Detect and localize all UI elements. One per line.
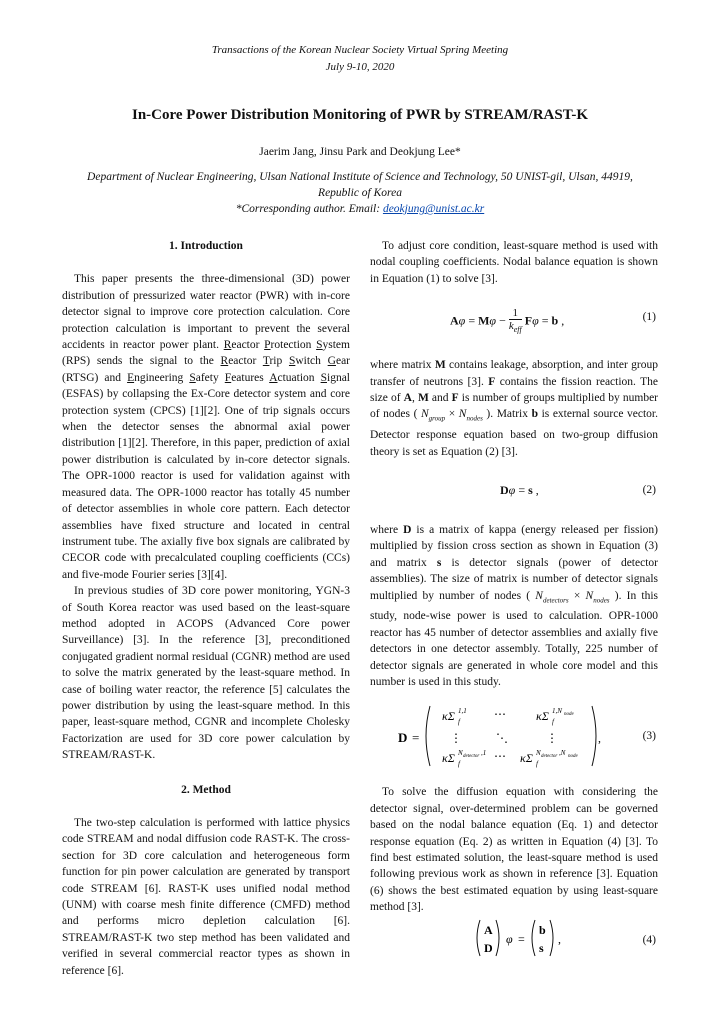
conference-date: July 9-10, 2020 (325, 61, 395, 73)
svg-text:⋯: ⋯ (494, 707, 506, 722)
svg-text:,: , (558, 931, 561, 946)
svg-text:=: = (518, 931, 525, 946)
svg-text:,N: ,N (559, 749, 566, 758)
svg-text:s: s (539, 940, 544, 955)
svg-text:,1: ,1 (481, 749, 487, 758)
intro-text-c: by collapsing the Ex-Core detector system and core protection system (CPCS) [1][2]. One of trip signals occurs when the detector senses the abnormal axial power distribution [1][2]. Therefore, in this paper, prediction of axial power distribution is calculated by in-core detector signals. The OPR-1000 reactor is used for validation against with measured data. The OPR-1000 reactor has totally 45 number of detector assemblies in whole core pattern. Each detector assemblies have fixed structure and located in central instrument tube. The axially five box signals are calibrated by CECOR code with precalculated coupling coefficients (CCs) and five-mode Fourier series [3][4]. (62, 388, 350, 581)
svg-text:κΣ: κΣ (442, 751, 455, 766)
svg-text:node: node (564, 712, 574, 718)
svg-text:D: D (484, 940, 493, 955)
section-method-heading: 2. Method (181, 783, 231, 796)
p2-text-e: and (428, 392, 452, 405)
svg-text:=: = (412, 730, 420, 746)
svg-text:f: f (552, 718, 554, 727)
rtsg-term: Reactor Trip Switch Gear (RTSG) (62, 355, 351, 384)
right-paragraph-2: where matrix M contains leakage, absorption, and inter group transfer of neutrons [3]. F contains the fission reaction. The size of A, M and F is number of groups multiplied by number of nodes ( $N_{group} \times N_{nodes}$ ). Matrix b is external source vector. Detector response equation based on two-group diffusion theory is set as Equation (2) [3]. (370, 359, 659, 458)
section-introduction-heading: 1. Introduction (169, 240, 243, 252)
svg-text:κΣ: κΣ (536, 709, 549, 724)
email-link[interactable]: deokjung@unist.ac.kr (382, 203, 485, 215)
right-paragraph-4: To solve the diffusion equation with considering the detector signal, over-determined problem can be governed based on the nodal balance equation (Eq. 1) and detector response equation (Eq. 2) as written in Equation (4) [3]. To find best estimated solution, the least-square method is used following previous work as shown in reference [3]. Equation (6) shows the best estimated equation by using least-square method [3]. (370, 786, 658, 914)
right-column (370, 238, 658, 960)
svg-text:⋯: ⋯ (494, 749, 506, 764)
equation-1-number: (1) (642, 311, 656, 324)
conference-header: Transactions of the Korean Nuclear Society Virtual Spring Meeting (211, 44, 509, 56)
svg-text:1,1: 1,1 (458, 707, 467, 716)
equation-3-number: (3) (642, 730, 656, 743)
svg-text:f: f (458, 760, 460, 769)
svg-text:A: A (484, 922, 493, 937)
p2-text-h: is external source vector. Detector response equation based on two-group diffusion theory is set as Equation (2) [3]. (370, 408, 658, 458)
p3-vector-s: s (436, 556, 442, 569)
svg-text:N: N (536, 749, 541, 758)
equation-1-body: Aφ = Mφ − $\frac{1}{k_{eff}}$ Fφ = b , (450, 307, 565, 335)
svg-text:detector: detector (541, 754, 558, 760)
p2-matrix-f: F (488, 375, 496, 388)
p2-vector-b: b (531, 408, 538, 421)
p2-text-d: , (411, 392, 418, 405)
p2-matrix-a: A (403, 392, 412, 405)
p2-matrix-f2: F (451, 392, 459, 405)
affiliation-line-2: Republic of Korea (318, 187, 402, 199)
svg-text:κΣ: κΣ (442, 709, 455, 724)
intro-and: and (98, 371, 128, 384)
p2-text-c: contains the fission reaction. The size of (370, 375, 659, 405)
intro-paragraph-2: In previous studies of 3D core power monitoring, YGN-3 of South Korea reactor was used based on the least-square method adopted in ACOPS (Advanced Core power Surveillance) [3]. In the reference [3], preconditioned conjugated gradient normal residual (CGNR) method are used to solve the matrix generated by the least-square method. In case of boiling water reactor, the reference [5] calculates the power distribution by using the least-square method. In this paper, least-square method, CGNR and incomplete Cholesky Factorization are used for 3D core power calculation by STREAM/RAST-K. (62, 585, 350, 762)
p3-text-b: is a matrix of kappa (energy released per fission) multiplied by fission cross section as shown in Equation (3) and matrix (370, 523, 658, 569)
right-paragraph-3: where D is a matrix of kappa (energy released per fission) multiplied by fission cross section as shown in Equation (3) and matrix s is detector signals (power of detector assemblies). The size of matrix is number of detector signals multiplied by number of nodes ( $N_{detectors} \times N_{nodes}$ ). In this study, node-wise power is used to calculation. OPR-1000 reactor has 45 number of detector assemblies and axially five detectors in one detector assembly. Totally, 225 number of detector signals are generated in whole core model and this number is used in this study. (370, 523, 659, 688)
equation-4-number: (4) (642, 933, 656, 946)
equation-3-matrix (370, 698, 658, 774)
svg-text:node: node (568, 754, 578, 760)
right-paragraph-1: To adjust core condition, least-square method is used with nodal coupling coefficients. Nodal balance equation is shown in Equation (1) to solve [3]. (370, 240, 658, 285)
p2-text-a: where matrix (370, 359, 435, 372)
corresponding-author (62, 201, 658, 217)
intro-text-a: This paper presents the three-dimensional (3D) power distribution of pressurized water reactor (PWR) with in-core detector signal to improve core protection calculation. Core protection calculation is important to prevent the several accidents in reactor power plant. (62, 273, 350, 352)
svg-text:f: f (536, 760, 538, 769)
equation-4 (370, 916, 658, 960)
esfas-term: Engineering Safety Features Actuation Signal (ESFAS) (62, 371, 350, 401)
p3-text-c: is detector signals (power of detector assemblies). The size of matrix is number of detector signals multiplied by number of nodes ( (370, 556, 658, 602)
intro-paragraph-1 (62, 271, 350, 583)
equation-2-number: (2) (642, 483, 656, 496)
svg-text:b: b (539, 922, 546, 937)
svg-text:1,N: 1,N (552, 707, 562, 716)
affiliation-line-1: Department of Nuclear Engineering, Ulsan National Institute of Science and Technology, 50 UNIST-gil, Ulsan, 44919, (87, 171, 633, 183)
rps-term: Reactor Protection System (RPS) (62, 339, 350, 368)
p3-text-d: ). In this study, node-wise power is used to calculation. OPR-1000 reactor has 45 number of detector assemblies and axially five detectors in one detector assembly. Totally, 225 number of detector signals are generated in whole core model and this number is used in this study. (370, 589, 659, 688)
p2-text-b: contains leakage, absorption, and inter group transfer of neutrons [3]. (370, 359, 658, 388)
svg-text:κΣ: κΣ (520, 751, 533, 766)
svg-text:⋮: ⋮ (546, 731, 558, 746)
p3-matrix-d: D (403, 523, 412, 536)
svg-text:f: f (458, 718, 460, 727)
equation-1 (370, 293, 658, 351)
svg-text:⋱: ⋱ (496, 731, 508, 746)
paper-authors: Jaerim Jang, Jinsu Park and Deokjung Lee* (259, 146, 461, 158)
equation-3 (370, 698, 658, 774)
svg-text:⋮: ⋮ (450, 731, 462, 746)
svg-text:detector: detector (463, 754, 480, 760)
p2-matrix-m: M (434, 359, 446, 372)
p2-matrix-m2: M (417, 392, 429, 405)
equation-4-system (370, 916, 658, 960)
svg-text:φ: φ (506, 931, 513, 946)
affiliation (62, 169, 658, 217)
p3-text-a: where (370, 523, 404, 536)
svg-text:N: N (458, 749, 463, 758)
equation-2 (370, 466, 658, 516)
svg-text:,: , (598, 731, 601, 746)
svg-text:D: D (398, 730, 408, 746)
p2-text-g: ). Matrix (486, 408, 532, 421)
corresponding-prefix: *Corresponding author. Email: (235, 203, 383, 215)
paper-title: In-Core Power Distribution Monitoring of PWR by STREAM/RAST-K (132, 107, 588, 123)
equation-2-body: Dφ = s , (500, 482, 539, 497)
method-paragraph-1: The two-step calculation is performed with lattice physics code STREAM and nodal diffusion code RAST-K. The cross-section for 3D core calculation and heterogeneous form function for pin power calculation are generated by transport code STREAM [6]. RAST-K uses unified nodal method (UNM) with coarse mesh finite difference (CMFD) method and performs micro depletion calculation [6]. STREAM/RAST-K two step method has been validated and verified in several commercial reactor types as shown in reference [6]. (62, 817, 350, 977)
intro-text-b: sends the signal to the (90, 355, 221, 368)
left-column (62, 238, 350, 979)
p2-text-f: is number of groups multiplied by number of nodes ( (370, 392, 659, 421)
